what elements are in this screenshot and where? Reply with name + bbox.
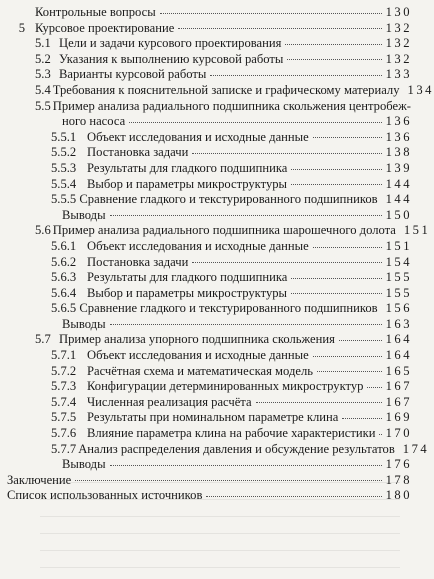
toc-entry-number: 5.6.1 [51, 238, 77, 253]
toc-entry-title: Результаты при номинальном параметре клина [87, 410, 339, 425]
toc-entry-page-number: 130 [385, 5, 412, 19]
toc-entry [0, 114, 416, 130]
toc-entry-number: 5.7.4 [51, 394, 77, 409]
toc-entry-number: 5.7 [35, 332, 51, 347]
toc-entry-number: 5.3 [35, 67, 51, 82]
toc-entry [0, 364, 416, 380]
dot-leader [313, 356, 382, 357]
dot-leader [291, 184, 382, 185]
toc-entry-title: Расчётная схема и математическая модель [87, 363, 313, 378]
dot-leader [287, 59, 381, 60]
toc-entry-title: Выводы [62, 207, 106, 222]
dot-leader [192, 153, 381, 154]
toc-entry-page-number: 132 [385, 36, 412, 51]
toc-entry-page-number: 180 [385, 488, 412, 503]
dot-leader [313, 247, 382, 248]
toc-entry [0, 426, 416, 442]
toc-entry-title: Объект исследования и исходные данные [87, 348, 309, 363]
toc-entry [0, 223, 431, 239]
toc-entry [0, 36, 416, 52]
toc-entry [0, 255, 416, 271]
toc-entry [0, 270, 416, 286]
toc-entry-page-number: 136 [385, 114, 412, 129]
dot-leader [110, 465, 382, 466]
toc-entry [0, 177, 416, 193]
toc-entry-title: Объект исследования и исходные данные [87, 129, 309, 144]
toc-entry-number: 5.5 [35, 98, 51, 113]
dot-leader [339, 340, 382, 341]
toc-entry-page-number: 151 [385, 238, 412, 253]
toc-entry [0, 395, 416, 411]
toc-entry-number: 5.7.5 [51, 410, 77, 425]
toc-entry-title: Цели и задачи курсового проектирования [59, 36, 282, 51]
toc-entry [0, 379, 416, 395]
toc-entry-title: Объект исследования и исходные данные [87, 238, 309, 253]
toc-entry [0, 473, 416, 489]
toc-entry-title: Контрольные вопросы [35, 5, 156, 19]
toc-entry-page-number: 167 [385, 394, 412, 409]
toc-entry [0, 192, 416, 208]
toc-entry [0, 301, 416, 317]
toc-entry-page-number: 176 [385, 457, 412, 472]
toc-entry [0, 67, 416, 83]
dot-leader [160, 13, 382, 14]
toc-entry-title: Влияние параметра клина на рабочие характеристики [87, 426, 376, 441]
dot-leader [256, 402, 382, 403]
toc-entry-page-number: 139 [385, 160, 412, 175]
toc-entry-page-number: 170 [385, 426, 412, 441]
toc-entry-number: 5.7.7 [51, 441, 77, 456]
toc-entry-number: 5.6.5 [51, 301, 77, 316]
toc-entry-title: Результаты для гладкого подшипника [87, 270, 288, 285]
toc-entry-page-number: 164 [385, 332, 412, 347]
toc-entry-title: Варианты курсовой работы [59, 67, 207, 82]
dot-leader [129, 122, 381, 123]
toc-entry-title: Сравнение гладкого и текстурированного подшипников [79, 192, 378, 207]
toc-entry-title: Указания к выполнению курсовой работы [59, 51, 284, 66]
toc-entry-number: 5.4 [35, 82, 51, 97]
dot-leader [342, 418, 381, 419]
dot-leader [291, 278, 381, 279]
toc-entry-page-number: 164 [385, 348, 412, 363]
toc-entry-number: 5.7.6 [51, 426, 77, 441]
toc-entry [0, 208, 416, 224]
toc-entry-number: 5.6 [35, 223, 51, 238]
toc-entry-page-number: 154 [385, 254, 412, 269]
toc-entry [0, 410, 416, 426]
dot-leader [192, 262, 381, 263]
toc-entry-number: 5.7.3 [51, 379, 77, 394]
table-of-contents [0, 5, 434, 504]
toc-entry-title: Постановка задачи [87, 254, 189, 269]
toc-entry [0, 145, 416, 161]
toc-entry-title: Численная реализация расчёта [87, 394, 252, 409]
toc-entry-title: Сравнение гладкого и текстурированного подшипников [79, 301, 378, 316]
toc-entry [0, 457, 416, 473]
toc-entry-title: Выводы [62, 316, 106, 331]
dot-leader [110, 324, 382, 325]
toc-entry-page-number: 132 [385, 20, 412, 35]
dot-leader [206, 496, 381, 497]
toc-entry-page-number: 155 [385, 285, 412, 300]
toc-entry [0, 239, 416, 255]
toc-entry-page-number: 136 [385, 129, 412, 144]
toc-entry-title: Постановка задачи [87, 145, 189, 160]
dot-leader [285, 44, 381, 45]
toc-entry-page-number: 134 [407, 82, 434, 97]
toc-entry [0, 99, 416, 115]
toc-entry-page-number: 155 [385, 270, 412, 285]
toc-entry-number: 5.2 [35, 51, 51, 66]
toc-entry-page-number: 167 [385, 379, 412, 394]
dot-leader [110, 215, 382, 216]
dot-leader [317, 371, 382, 372]
dot-leader [379, 434, 381, 435]
toc-entry-number: 5.1 [35, 36, 51, 51]
toc-entry [0, 52, 416, 68]
dot-leader [178, 28, 381, 29]
dot-leader [313, 137, 382, 138]
toc-entry-title: ного насоса [62, 114, 126, 129]
toc-entry-number: 5.5.2 [51, 145, 77, 160]
toc-entry-page-number: 133 [385, 67, 412, 82]
toc-entry [0, 130, 416, 146]
toc-entry [0, 5, 416, 21]
toc-entry [0, 332, 416, 348]
toc-entry-title: Требования к пояснительной записке и графическому материалу [52, 82, 400, 97]
toc-entry [0, 82, 434, 99]
toc-entry-title: Пример анализа радиального подшипника шарошечного долота [52, 223, 396, 238]
toc-entry-number: 5.7.2 [51, 363, 77, 378]
toc-entry-title: Выбор и параметры микроструктуры [87, 176, 287, 191]
toc-entry-page-number: 163 [385, 316, 412, 331]
toc-entry-page-number: 178 [385, 472, 412, 487]
dot-leader [75, 480, 381, 481]
dot-leader [291, 293, 382, 294]
toc-entry-page-number: 174 [402, 441, 430, 456]
toc-entry-number: 5.6.4 [51, 285, 77, 300]
toc-entry-page-number: 165 [385, 363, 412, 378]
toc-entry-title: Выбор и параметры микроструктуры [87, 285, 287, 300]
dot-leader [291, 169, 381, 170]
toc-entry-title: Список использованных источников [7, 488, 203, 503]
toc-entry-title: Пример анализа упорного подшипника скольжения [59, 332, 335, 347]
toc-entry [0, 286, 416, 302]
toc-entry-page-number: 156 [385, 301, 412, 316]
toc-entry [0, 348, 416, 364]
toc-entry [0, 21, 416, 37]
dot-leader [367, 387, 381, 388]
toc-entry-title: Заключение [7, 472, 72, 487]
toc-entry-title: Пример анализа радиального подшипника скольжения центробеж- [52, 98, 411, 113]
toc-entry-page-number: 138 [385, 145, 412, 160]
toc-entry [0, 161, 416, 177]
dot-leader [210, 75, 381, 76]
toc-entry [0, 441, 430, 458]
toc-entry-number: 5.6.2 [51, 254, 77, 269]
toc-entry-number: 5.5.3 [51, 160, 77, 175]
toc-entry-page-number: 151 [403, 223, 431, 238]
toc-entry-title: Выводы [62, 457, 106, 472]
toc-entry-number: 5.5.5 [51, 192, 77, 207]
toc-entry-page-number: 132 [385, 51, 412, 66]
toc-entry-page-number: 144 [385, 192, 412, 207]
toc-entry-number: 5.6.3 [51, 270, 77, 285]
toc-entry-number: 5 [18, 20, 25, 35]
toc-entry-page-number: 169 [385, 410, 412, 425]
toc-entry-title: Курсовое проектирование [35, 20, 175, 35]
toc-entry-number: 5.7.1 [51, 348, 77, 363]
toc-entry-page-number: 144 [385, 176, 412, 191]
toc-entry-number: 5.5.4 [51, 176, 77, 191]
toc-entry [0, 488, 416, 504]
toc-entry-page-number: 150 [385, 207, 412, 222]
toc-entry [0, 317, 416, 333]
toc-entry-title: Результаты для гладкого подшипника [87, 160, 288, 175]
toc-entry-title: Анализ распределения давления и обсуждение результатов [78, 441, 395, 456]
toc-entry-title: Конфигурации детерминированных микроструктур [87, 379, 364, 394]
toc-entry-number: 5.5.1 [51, 129, 77, 144]
